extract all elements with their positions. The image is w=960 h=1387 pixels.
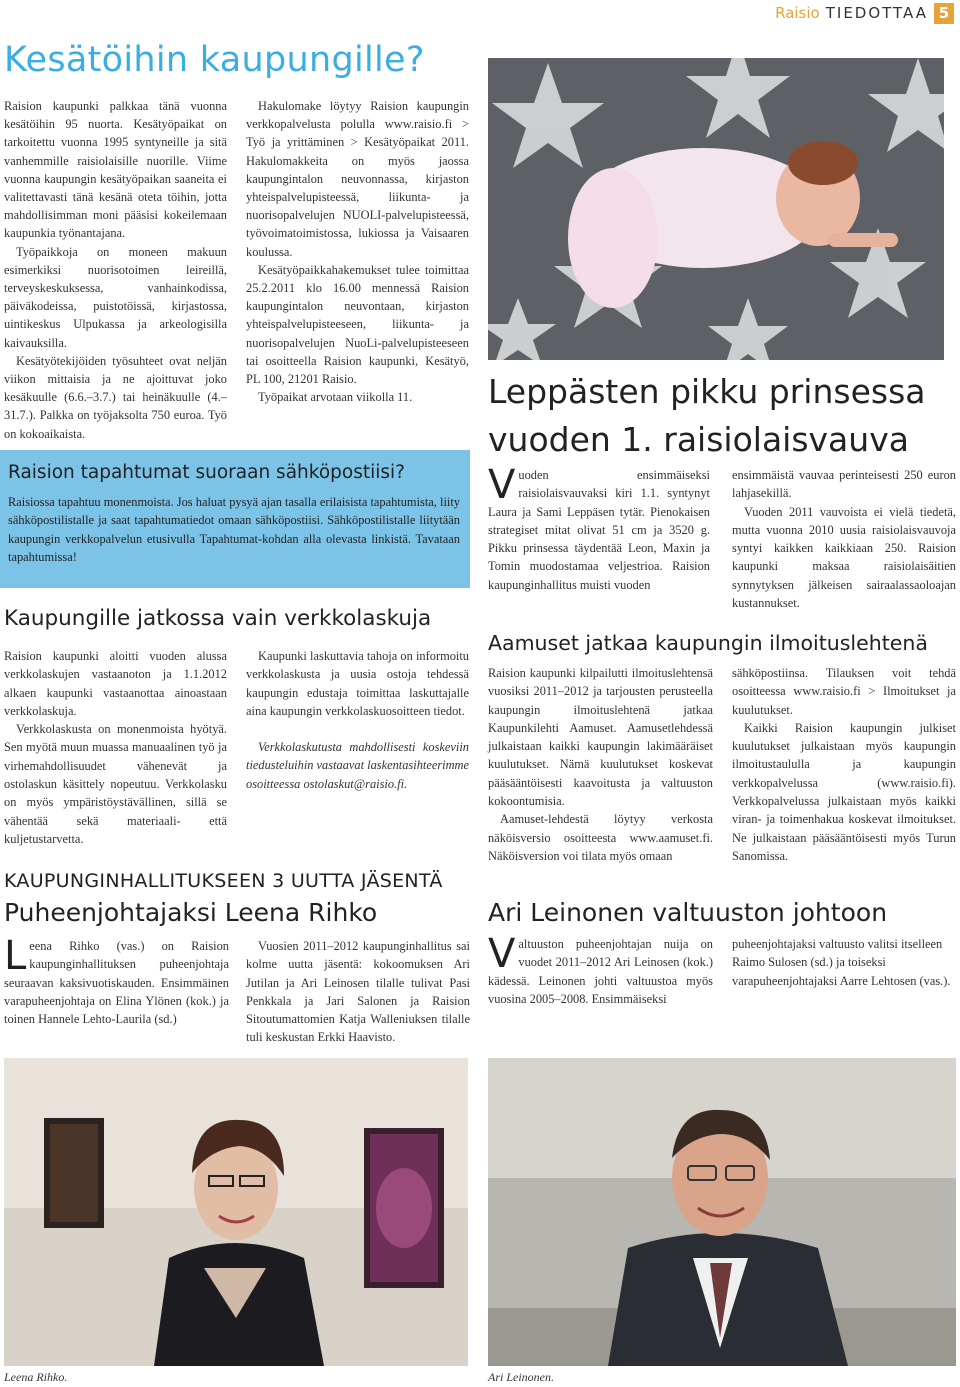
summer-jobs-title: Kesätöihin kaupungille? bbox=[4, 40, 425, 80]
summer-jobs-paragraph: Työpaikat arvotaan viikolla 11. bbox=[258, 390, 413, 405]
page-header bbox=[775, 2, 954, 24]
rihko-col1-text: eena Rihko (vas.) on Raision kaupunginhallituksen puheenjohtaja seuraavan kaksivuotiskauden. Ensimmäinen varapuheenjohtaja on Elina Ylönen (kok.) ja toinen Hannele Lehto-Laurila (sd.) bbox=[4, 939, 229, 1027]
rihko-photo bbox=[4, 1058, 468, 1366]
baby-col2 bbox=[732, 466, 956, 612]
aamuset-col2 bbox=[732, 664, 956, 865]
email-box-title: Raision tapahtumat suoraan sähköpostiisi? bbox=[8, 462, 405, 483]
aamuset-paragraph: Kaikki Raision kaupungin julkiset kuulutukset julkaistaan myös kaupungin ilmoitustaululla ja kaupungin verkkopalvelussa (www.raisio.fi). Verkkopalvelussa julkaistaan myös kaikki viran- ja toimenhakua koskevat ilmoitukset. Ne julkaistaan pääsääntöisesti myös Turun Sanomissa. bbox=[732, 720, 956, 863]
rihko-title: Puheenjohtajaksi Leena Rihko bbox=[4, 898, 378, 927]
leinonen-photo bbox=[488, 1058, 956, 1366]
page-number: 5 bbox=[934, 3, 954, 24]
baby-title: Leppästen pikku prinsessa vuoden 1. raisiolaisvauva bbox=[488, 372, 926, 459]
invoices-paragraph: Verkkolaskusta on monenmoista hyötyä. Sen myötä muun muassa manuaalinen työ ja virhemahdollisuudet vähenevät ja ostolaskun käsittely nopeutuu. Verkkolasku on myös ympäristöystävällinen, sillä se vähentää sekä materiaali- että kuljetustarvetta. bbox=[4, 722, 227, 846]
email-box-text: Raisiossa tapahtuu monenmoista. Jos haluat pysyä ajan tasalla erilaisista tapahtumista, liity sähköpostilistalle ja saat tapahtumatiedot omaan sähköpostiisi. Sähköpostilistalle liitytään kaupungin verkkopalvelun etusivulla Tapahtumat-kohdan alla olevasta linkistä. Tavataan tapahtumissa! bbox=[8, 495, 460, 564]
aamuset-title: Aamuset jatkaa kaupungin ilmoituslehtenä bbox=[488, 631, 928, 655]
leinonen-col1-text: altuuston puheenjohtajan nuija on vuodet 2011–2012 Ari Leinosen (kok.) kädessä. Leinonen johti valtuustoa myös vuosina 2005–2008. Ensimmäiseksi bbox=[488, 937, 713, 1006]
summer-jobs-col1 bbox=[4, 97, 227, 443]
leinonen-dropcap: V bbox=[488, 931, 516, 977]
header-brand: Raisio bbox=[775, 4, 820, 22]
summer-jobs-paragraph: Kesätyöpaikkahakemukset tulee toimittaa 25.2.2011 klo 16.00 mennessä Raision kaupungintalon neuvontaan, kirjaston yhteispalvelupisteeseen, liikunta- ja nuorisopalvelujen NuoLi-palvelupisteeseen tai osoitteella Raision kaupunki, Kesätyö, PL 100, 21201 Raisio. bbox=[246, 262, 469, 387]
summer-jobs-paragraph: Raision kaupunki palkkaa tänä vuonna kesätöihin 95 nuorta. Kesätyöpaikat on tarkoitettu vuonna 1995 syntyneille ja sitä vanhemmille raisiolaisille nuorille. Viime vuonna kaupungin kesätyöpaikan saaneita ei valitettavasti tänä kesänä oteta töihin, jotta mahdollisimman moni pääsisi kokeilemaan kaupunkia työnantajana. bbox=[4, 99, 227, 241]
rihko-dropcap: L bbox=[4, 933, 27, 979]
rihko-col1 bbox=[4, 933, 229, 1028]
leinonen-col1 bbox=[488, 931, 713, 1008]
invoices-col2 bbox=[246, 647, 469, 793]
aamuset-paragraph: Aamuset-lehdestä löytyy verkosta näköisversio osoitteesta www.aamuset.fi. Näköisversion voi tilata myös omaan bbox=[488, 812, 713, 863]
invoices-title: Kaupungille jatkossa vain verkkolaskuja bbox=[4, 606, 432, 631]
baby-paragraph: Vuoden 2011 vauvoista ei vielä tiedetä, mutta vuonna 2010 uusia raisiolaisvauvoja syntyi kaikken kaikkiaan 250. Raision kaupunki maksaa raisiolaisäitien synnytyksen jälkeisen sairaalassaoloajan kustannukset. bbox=[732, 504, 956, 611]
baby-dropcap: V bbox=[488, 462, 516, 508]
invoices-paragraph: Raision kaupunki aloitti vuoden alussa verkkolaskujen vastaanoton ja 1.1.2012 alkaen kaupunki vastaanottaa ainoastaan verkkolaskuja. bbox=[4, 649, 227, 718]
header-section: TIEDOTTAA bbox=[825, 4, 928, 22]
summer-jobs-paragraph: Työpaikkoja on moneen makuun esimerkiksi nuorisotoimen leireillä, terveyskeskuksessa, vanhainkodissa, päiväkodeissa, puistotöissä, kirjastossa, uintikeskus Ulpukassa ja arkeologisilla kaivauksilla. bbox=[4, 244, 227, 350]
baby-paragraph: ensimmäistä vauvaa perinteisesti 250 euron lahjasekillä. bbox=[732, 468, 956, 501]
email-box bbox=[0, 450, 470, 588]
summer-jobs-paragraph: Hakulomake löytyy Raision kaupungin verkkopalvelusta polulla www.raisio.fi > Työ ja yrittäminen > Kesätyöpaikat 2011. Hakulomakkeita on myös jaossa kaupungintalon neuvonnassa, kirjaston yhteispalvelupisteessä, liikunta- ja nuorisopalvelujen NUOLI-palvelupisteessä, työvoimatoimistossa, lukiossa ja Vaisaaren koulussa. bbox=[246, 99, 469, 259]
rihko-kicker: KAUPUNGINHALLITUKSEEN 3 UUTTA JÄSENTÄ bbox=[4, 870, 443, 892]
rihko-caption: Leena Rihko. bbox=[4, 1370, 68, 1384]
baby-photo bbox=[488, 58, 944, 360]
summer-jobs-paragraph: Kesätyötekijöiden työsuhteet ovat neljän viikon mittaisia ja ne ajoittuvat joko kesäkuulle (6.6.–3.7.) tai heinäkuulle (4.–31.7.). Palkka on työjaksolta 750 euroa. Työ on kokoaikaista. bbox=[4, 353, 227, 441]
baby-col1 bbox=[488, 462, 710, 594]
leinonen-col2 bbox=[732, 935, 956, 990]
baby-col1-text: uoden ensimmäiseksi raisiolaisvauvaksi kiri 1.1. syntynyt Laura ja Sami Leppäsen tytär. Pienokaisen strategiset mitat olivat 51 cm ja 3520 g. Pikku prinsessa täydentää Leon, Maxin ja Tomin muodostamaa veljestrioa. Raision kaupunginhallitus muisti vuoden bbox=[488, 468, 710, 592]
aamuset-paragraph: Raision kaupunki kilpailutti ilmoituslehtensä vuosiksi 2011–2012 ja tarjousten perusteella kaupungin ilmoituslehtenä jatkaa Kaupunkilehti Aamuset. Aamusetlehdessä julkaistaan kaikki kaupungin lakimääräiset kuulutukset. Nämä kuulutukset koskevat pääsääntöisesti kaavoitusta ja valtuuston kokoontumisia. bbox=[488, 666, 713, 809]
summer-jobs-col2 bbox=[246, 97, 469, 406]
rihko-col2 bbox=[246, 937, 470, 1047]
invoices-contact: Verkkolaskutusta mahdollisesti koskeviin tiedusteluihin vastaavat laskentasihteerimme osoitteessa ostolaskut@raisio.fi. bbox=[246, 740, 469, 791]
leinonen-title: Ari Leinonen valtuuston johtoon bbox=[488, 898, 888, 927]
leinonen-paragraph: puheenjohtajaksi valtuusto valitsi itselleen Raimo Sulosen (sd.) ja toiseksi varapuheenjohtajaksi Aarre Lehtosen (vas.). bbox=[732, 937, 951, 988]
aamuset-col1 bbox=[488, 664, 713, 865]
leinonen-caption: Ari Leinonen. bbox=[488, 1370, 554, 1384]
invoices-col1 bbox=[4, 647, 227, 848]
rihko-paragraph: Vuosien 2011–2012 kaupunginhallitus sai kolme uutta jäsentä: kokoomuksen Ari Jutilan ja Ari Leinosen tilalle tulivat Pasi Penkkala ja Jari Salonen ja Raision Sitoutumattomien Katja Walleniuksen tilalle tuli keskustan Erkki Haavisto. bbox=[246, 939, 470, 1045]
invoices-paragraph: Kaupunki laskuttavia tahoja on informoitu verkkolaskusta ja uusia ostoja tehdessä kaupungin edustaja toimittaa laskuttajalle aina kaupungin verkkolaskuosoitteen tiedot. bbox=[246, 649, 469, 718]
aamuset-paragraph: sähköpostiinsa. Tilauksen voit tehdä osoitteessa www.raisio.fi > Ilmoitukset ja kuulutukset. bbox=[732, 666, 956, 717]
